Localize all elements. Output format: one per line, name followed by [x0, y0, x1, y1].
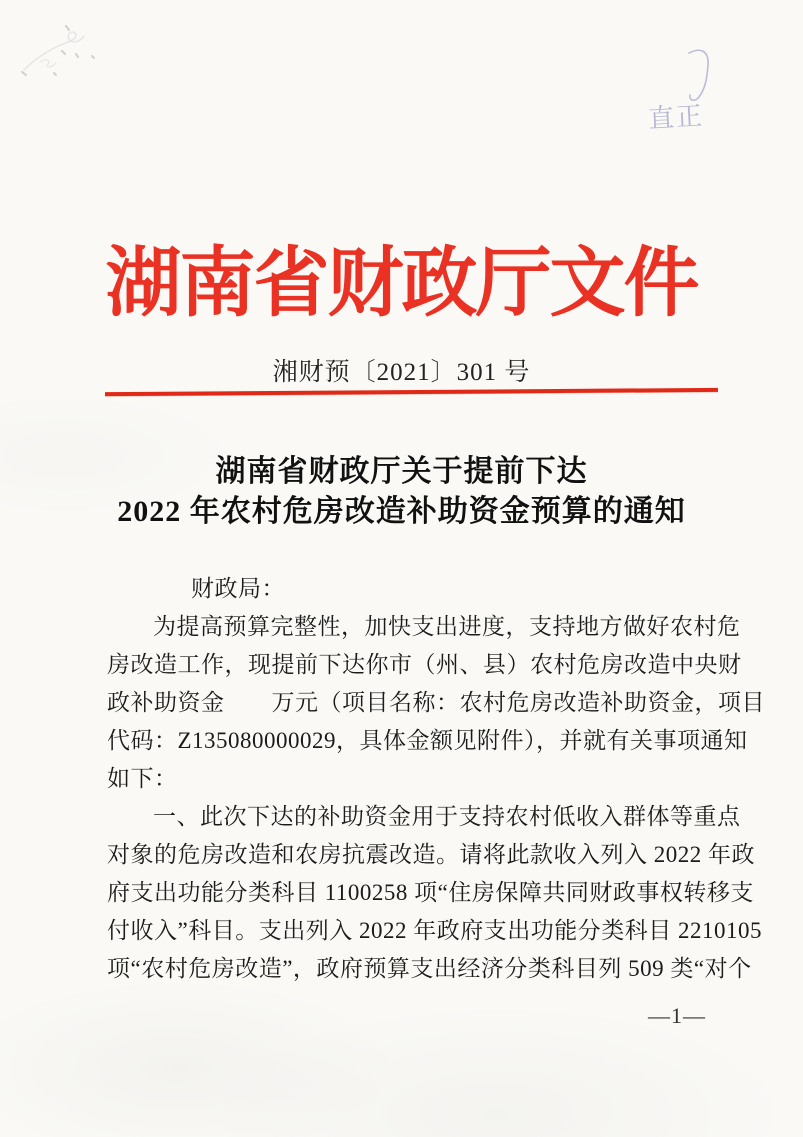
body-line: 府支出功能分类科目 1100258 项“住房保障共同财政事权转移支	[107, 880, 754, 905]
body-line: 房改造工作，现提前下达你市（州、县）农村危房改造中央财	[107, 652, 742, 677]
salutation-line: 财政局：	[191, 576, 285, 601]
body-line: 如下：	[107, 766, 178, 791]
body-line: 政补助资金 万元（项目名称：农村危房改造补助资金，项目	[107, 690, 765, 715]
body-line: 代码：Z135080000029，具体金额见附件），并就有关事项通知	[107, 728, 748, 753]
document-title	[0, 452, 803, 532]
pencil-scribble-icon	[18, 18, 128, 88]
body-line: 付收入”科目。支出列入 2022 年政府支出功能分类科目 2210105	[107, 918, 762, 943]
page-number: —1—	[648, 1003, 706, 1028]
body-text	[107, 570, 765, 988]
body-line: 项“农村危房改造”，政府预算支出经济分类科目列 509 类“对个	[107, 956, 752, 981]
document-number: 湘财预〔2021〕301 号	[272, 359, 531, 386]
masthead-title: 湖南省财政厅文件	[105, 242, 698, 326]
handwritten-text: 直正	[647, 101, 705, 134]
document-title-line1: 湖南省财政厅关于提前下达	[215, 455, 588, 488]
red-divider-line	[105, 388, 718, 396]
body-line: 对象的危房改造和农房抗震改造。请将此款收入列入 2022 年政	[107, 842, 755, 867]
body-line: 为提高预算完整性，加快支出进度，支持地方做好农村危	[153, 614, 741, 639]
handwritten-annotation	[630, 45, 750, 145]
body-line: 一、此次下达的补助资金用于支持农村低收入群体等重点	[153, 804, 741, 829]
document-title-line2: 2022 年农村危房改造补助资金预算的通知	[117, 495, 686, 528]
